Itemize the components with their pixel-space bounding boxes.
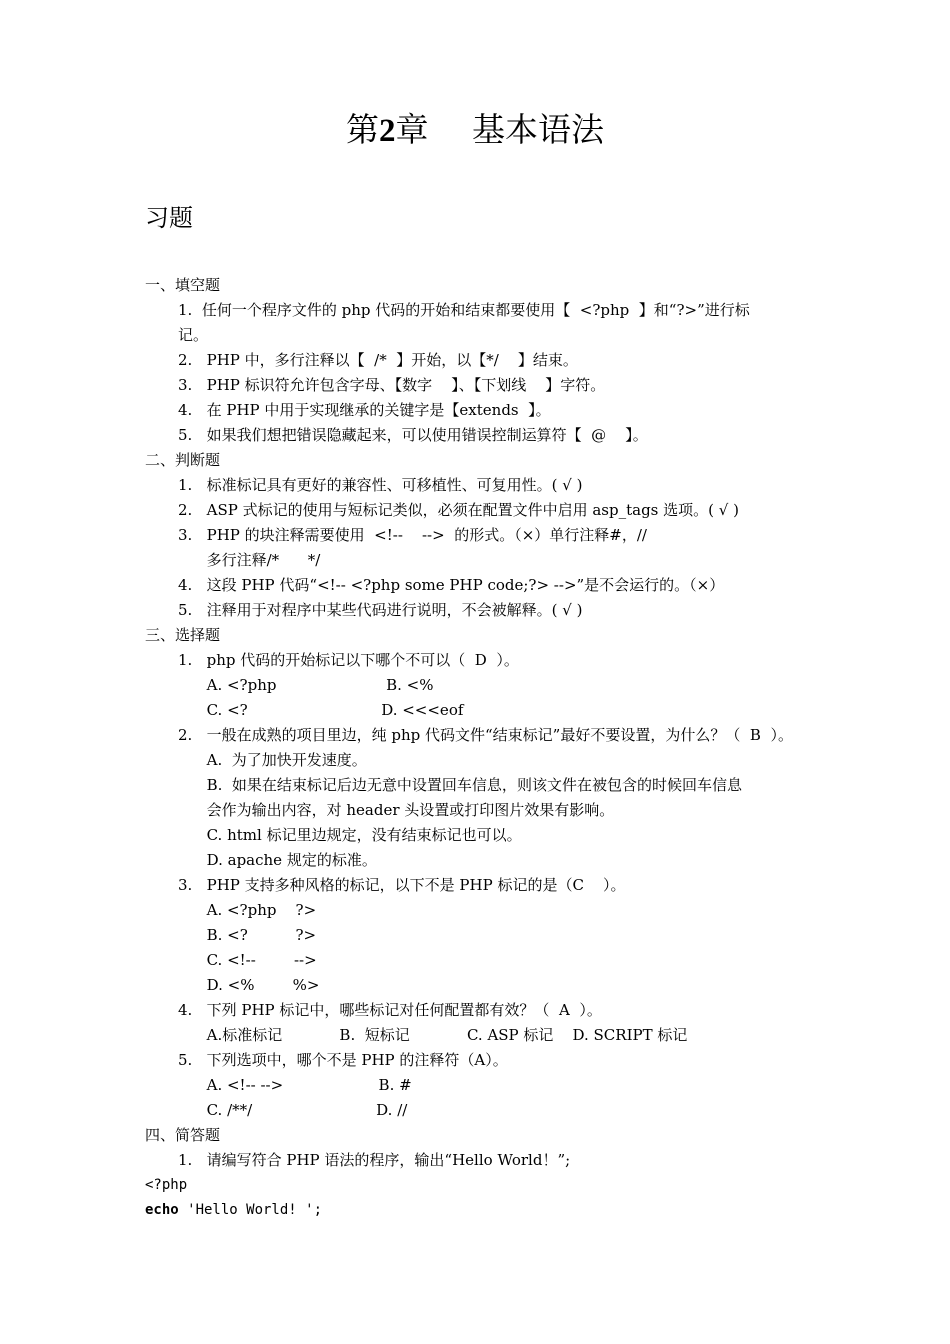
list-item: 会作为输出内容，对 header 头设置或打印图片效果有影响。 [178, 801, 615, 819]
list-item: 多行注释/* */ [178, 551, 321, 569]
list-item: 4. 在 PHP 中用于实现继承的关键字是【extends 】。 [178, 401, 551, 419]
title-text: 章 基本语法 [395, 110, 604, 149]
list-item: C. <? D. <<<eof [178, 701, 464, 719]
list-item: B. 如果在结束标记后边无意中设置回车信息，则该文件在被包含的时候回车信息 [178, 776, 742, 794]
list-item: 1. php 代码的开始标记以下哪个不可以（ D ）。 [178, 651, 519, 669]
list-item: C. /**/ D. // [178, 1101, 408, 1119]
section-heading-choice: 三、选择题 [145, 626, 221, 644]
code-string: 'Hello World! '; [178, 1202, 323, 1218]
list-item: C. html 标记里边规定，没有结束标记也可以。 [178, 826, 522, 844]
list-item: 2. 一般在成熟的项目里边，纯 php 代码文件“结束标记”最好不要设置，为什么？（ B ）。 [178, 726, 793, 744]
list-item: 5. 注释用于对程序中某些代码进行说明，不会被解释。( √ ) [178, 601, 583, 619]
list-item: A. <?php ?> [178, 901, 317, 919]
title-prefix: 第 [346, 110, 379, 149]
list-item: 3. PHP 的块注释需要使用 <!-- --> 的形式。（×）单行注释#，// [178, 526, 647, 544]
list-item: 1. 标准标记具有更好的兼容性、可移植性、可复用性。( √ ) [178, 476, 583, 494]
list-item: C. <!-- --> [178, 951, 317, 969]
code-line-open-tag: <?php [145, 1177, 188, 1193]
list-item: 2. ASP 式标记的使用与短标记类似，必须在配置文件中启用 asp_tags 选项。( √ ) [178, 501, 739, 519]
chapter-title [0, 108, 950, 153]
section-heading-judge: 二、判断题 [145, 451, 221, 469]
list-item: 4. 下列 PHP 标记中，哪些标记对任何配置都有效？（ A ）。 [178, 1001, 602, 1019]
title-number: 2 [379, 113, 396, 149]
list-item: D. apache 规定的标准。 [178, 851, 377, 869]
list-item: 3. PHP 标识符允许包含字母、【数字 】、【下划线 】字符。 [178, 376, 606, 394]
list-item: 4. 这段 PHP 代码“<!-- <?php some PHP code;?> -->”是不会运行的。（×） [178, 576, 725, 594]
list-item: A. <?php B. <% [178, 676, 434, 694]
section-heading-fill: 一、填空题 [145, 276, 221, 294]
list-item: B. <? ?> [178, 926, 317, 944]
list-item: 1. 任何一个程序文件的 php 代码的开始和结束都要使用【 <?php 】和“?>”进行标 [178, 301, 750, 319]
code-keyword: echo [145, 1202, 179, 1218]
list-item: 5. 下列选项中，哪个不是 PHP 的注释符（A）。 [178, 1051, 508, 1069]
list-item: 3. PHP 支持多种风格的标记，以下不是 PHP 标记的是（C ）。 [178, 876, 626, 894]
list-item: 5. 如果我们想把错误隐藏起来，可以使用错误控制运算符【 @ 】。 [178, 426, 648, 444]
list-item: 2. PHP 中，多行注释以【 /* 】开始，以【*/ 】结束。 [178, 351, 578, 369]
list-item: D. <% %> [178, 976, 320, 994]
list-item: 记。 [178, 326, 209, 344]
code-line-echo [145, 1200, 322, 1220]
list-item: A. 为了加快开发速度。 [178, 751, 367, 769]
exercise-heading: 习题 [145, 204, 193, 232]
list-item: 1. 请编写符合 PHP 语法的程序，输出“Hello World！”; [178, 1151, 571, 1169]
list-item: A.标准标记 B. 短标记 C. ASP 标记 D. SCRIPT 标记 [178, 1026, 688, 1044]
section-heading-short-answer: 四、简答题 [145, 1126, 221, 1144]
list-item: A. <!-- --> B. # [178, 1076, 412, 1094]
